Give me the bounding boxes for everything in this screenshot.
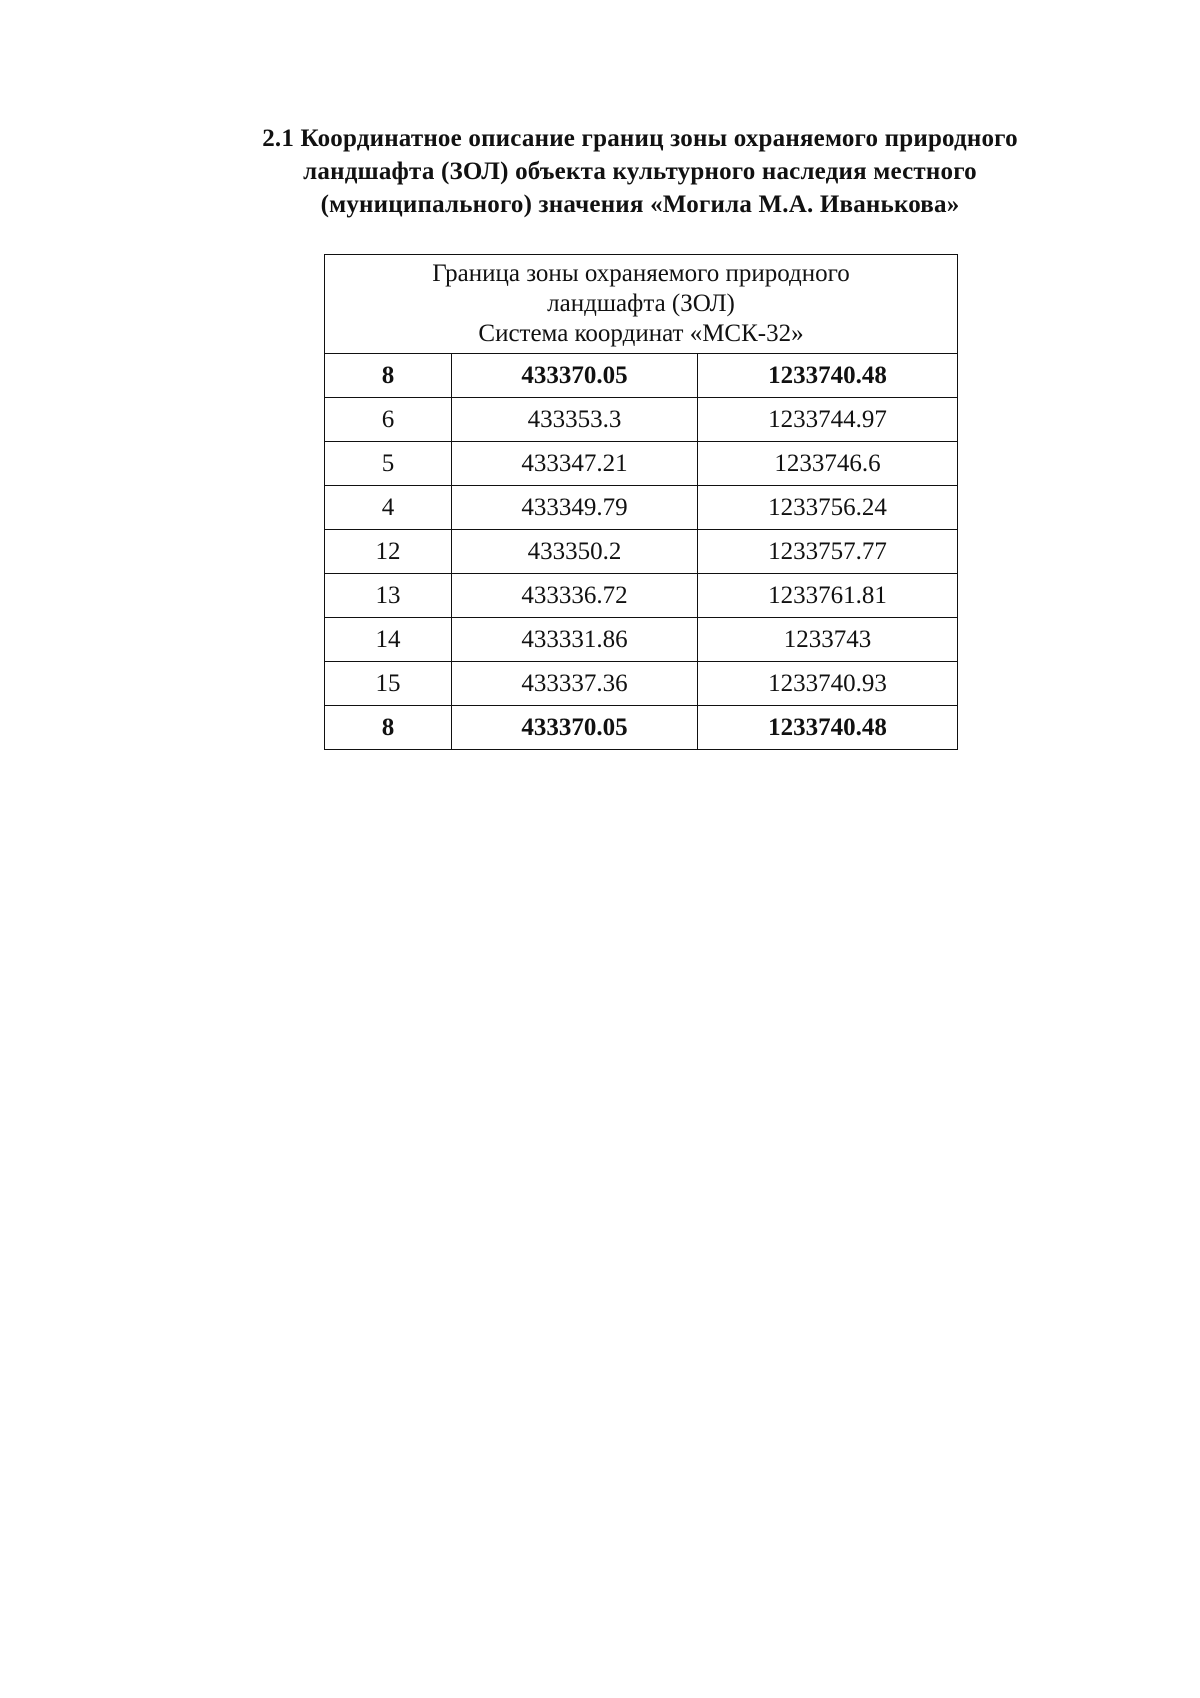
- table-row: [325, 486, 958, 530]
- y-coordinate: 1233746.6: [698, 442, 958, 486]
- table-row: [325, 618, 958, 662]
- point-number: 5: [325, 442, 452, 486]
- x-coordinate: 433353.3: [452, 398, 698, 442]
- title-line: ландшафта (ЗОЛ) объекта культурного наследия местного: [303, 158, 977, 185]
- x-coordinate: 433331.86: [452, 618, 698, 662]
- point-number: 13: [325, 574, 452, 618]
- title-line: (муниципального) значения «Могила М.А. Иванькова»: [320, 191, 960, 218]
- point-number: 15: [325, 662, 452, 706]
- table-header: [325, 255, 958, 354]
- table-row: [325, 442, 958, 486]
- y-coordinate: 1233757.77: [698, 530, 958, 574]
- y-coordinate: 1233740.48: [698, 706, 958, 750]
- x-coordinate: 433370.05: [452, 706, 698, 750]
- x-coordinate: 433336.72: [452, 574, 698, 618]
- table-row: [325, 706, 958, 750]
- table-row: [325, 354, 958, 398]
- y-coordinate: 1233744.97: [698, 398, 958, 442]
- x-coordinate: 433337.36: [452, 662, 698, 706]
- point-number: 12: [325, 530, 452, 574]
- x-coordinate: 433347.21: [452, 442, 698, 486]
- y-coordinate: 1233740.48: [698, 354, 958, 398]
- table-row: [325, 574, 958, 618]
- document-title: [200, 122, 1080, 221]
- table-header-row: [325, 255, 958, 354]
- table-row: [325, 398, 958, 442]
- x-coordinate: 433350.2: [452, 530, 698, 574]
- coordinates-table: [324, 254, 958, 750]
- point-number: 4: [325, 486, 452, 530]
- point-number: 6: [325, 398, 452, 442]
- table-header-line: Граница зоны охраняемого природного: [432, 260, 850, 287]
- table-header-line: Система координат «МСК-32»: [478, 320, 804, 347]
- y-coordinate: 1233740.93: [698, 662, 958, 706]
- table-header-line: ландшафта (ЗОЛ): [547, 290, 735, 317]
- point-number: 8: [325, 706, 452, 750]
- x-coordinate: 433370.05: [452, 354, 698, 398]
- table-row: [325, 662, 958, 706]
- y-coordinate: 1233761.81: [698, 574, 958, 618]
- point-number: 8: [325, 354, 452, 398]
- x-coordinate: 433349.79: [452, 486, 698, 530]
- title-line: 2.1 Координатное описание границ зоны охраняемого природного: [262, 125, 1018, 152]
- y-coordinate: 1233756.24: [698, 486, 958, 530]
- point-number: 14: [325, 618, 452, 662]
- table-row: [325, 530, 958, 574]
- y-coordinate: 1233743: [698, 618, 958, 662]
